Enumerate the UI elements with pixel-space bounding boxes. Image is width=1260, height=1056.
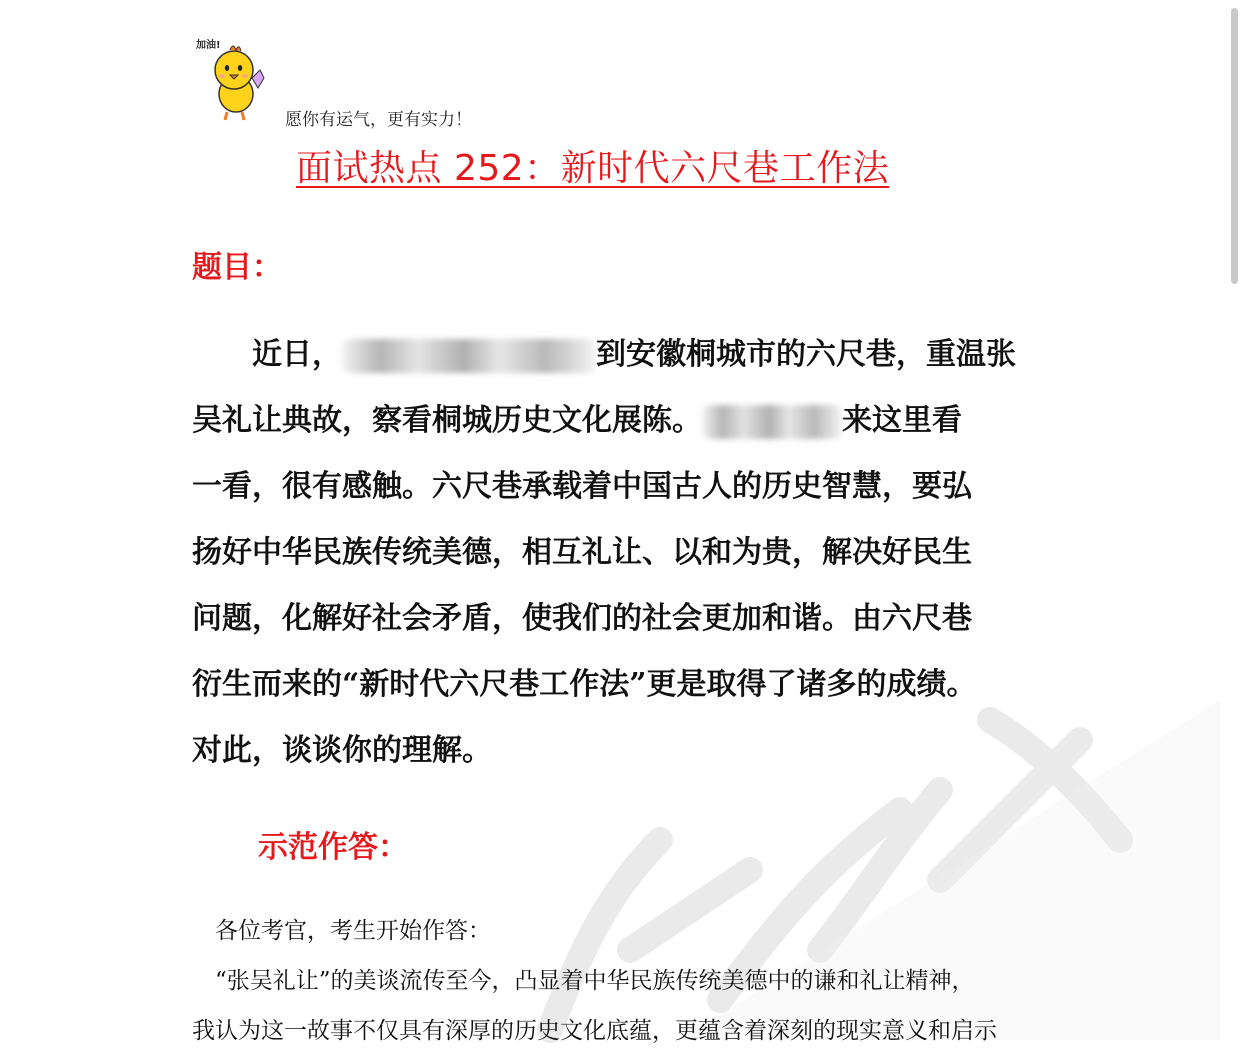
topic-heading: 题目： xyxy=(192,250,282,285)
question-text: 近日， xyxy=(252,337,342,372)
answer-paragraph xyxy=(192,906,1072,1056)
scrollbar-thumb[interactable] xyxy=(1231,8,1238,284)
motto-text: 愿你有运气，更有实力！ xyxy=(285,110,472,130)
question-text: 来这里看 xyxy=(842,403,962,438)
answer-line: 各位考官，考生开始作答： xyxy=(192,918,491,944)
answer-heading: 示范作答： xyxy=(258,830,408,865)
redacted-block xyxy=(702,405,842,439)
document-title: 面试热点 252：新时代六尺巷工作法 xyxy=(296,148,890,189)
question-line: 对此，谈谈你的理解。 xyxy=(192,733,492,768)
question-text: 吴礼让典故，察看桐城历史文化展陈。 xyxy=(192,403,702,438)
question-line: 衍生而来的“新时代六尺巷工作法”更是取得了诸多的成绩。 xyxy=(192,667,977,702)
question-line: 一看，很有感触。六尺巷承载着中国古人的历史智慧，要弘 xyxy=(192,469,972,504)
question-line: 扬好中华民族传统美德，相互礼让、以和为贵，解决好民生 xyxy=(192,535,972,570)
question-text: 到安徽桐城市的六尺巷，重温张 xyxy=(596,337,1016,372)
answer-line: “张吴礼让”的美谈流传至今，凸显着中华民族传统美德中的谦和礼让精神， xyxy=(192,968,975,994)
answer-line: 我认为这一故事不仅具有深厚的历史文化底蕴，更蕴含着深刻的现实意义和启示 xyxy=(192,1018,997,1044)
mascot-chick-icon xyxy=(192,34,274,124)
question-line xyxy=(192,388,1072,454)
question-line xyxy=(192,322,1072,388)
redacted-block xyxy=(342,339,596,373)
question-line: 问题，化解好社会矛盾，使我们的社会更加和谐。由六尺巷 xyxy=(192,601,972,636)
question-paragraph xyxy=(192,322,1072,784)
mascot-caption: 加油! xyxy=(196,40,221,51)
